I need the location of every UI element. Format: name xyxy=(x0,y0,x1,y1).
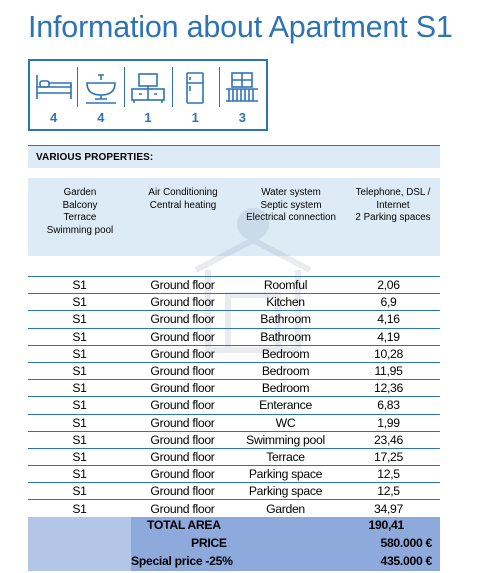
floor-cell: Ground floor xyxy=(131,277,234,294)
room-cell: Bedroom xyxy=(234,380,337,397)
room-cell: Bedroom xyxy=(234,362,337,379)
table-row xyxy=(28,277,440,294)
area-cell: 12,5 xyxy=(337,466,440,483)
amenity-count: 1 xyxy=(191,110,199,125)
floor-cell: Ground floor xyxy=(131,414,234,431)
apartment-cell: S1 xyxy=(28,466,131,483)
apartment-cell: S1 xyxy=(28,328,131,345)
page-title: Information about Apartment S1 xyxy=(28,10,453,44)
refrigerator-icon xyxy=(175,71,215,105)
table-row xyxy=(28,483,440,500)
table-row xyxy=(28,345,440,362)
amenity-balconies xyxy=(219,61,266,129)
apartment-cell: S1 xyxy=(28,362,131,379)
table-row xyxy=(28,414,440,431)
floor-cell: Ground floor xyxy=(131,397,234,414)
apartment-cell: S1 xyxy=(28,397,131,414)
room-cell: Swimming pool xyxy=(234,431,337,448)
floor-cell: Ground floor xyxy=(131,311,234,328)
properties-divider xyxy=(28,168,440,178)
area-cell: 11,95 xyxy=(337,362,440,379)
apartment-cell: S1 xyxy=(28,448,131,465)
price-label: PRICE xyxy=(191,536,227,550)
table-row xyxy=(28,397,440,414)
amenity-count: 3 xyxy=(238,110,247,125)
floor-cell: Ground floor xyxy=(131,345,234,362)
amenity-living xyxy=(124,61,171,129)
bed-icon xyxy=(34,71,74,105)
area-cell: 4,16 xyxy=(337,311,440,328)
property-item: Electrical connection xyxy=(246,212,336,224)
property-item: Internet xyxy=(376,199,410,211)
amenity-kitchen xyxy=(172,61,219,129)
room-cell: Garden xyxy=(234,500,337,517)
apartment-cell: S1 xyxy=(28,380,131,397)
apartment-cell: S1 xyxy=(28,483,131,500)
floor-cell: Ground floor xyxy=(131,500,234,517)
property-item: Septic system xyxy=(260,199,322,211)
room-cell: Roomful xyxy=(234,277,337,294)
room-cell: Bathroom xyxy=(234,328,337,345)
special-price-value: 435.000 € xyxy=(380,554,432,568)
area-cell: 34,97 xyxy=(337,500,440,517)
apartment-cell: S1 xyxy=(28,500,131,517)
area-cell: 4,19 xyxy=(337,328,440,345)
apartment-cell: S1 xyxy=(28,431,131,448)
summary-panel xyxy=(28,517,440,571)
amenities-panel xyxy=(28,59,268,131)
table-row xyxy=(28,500,440,517)
properties-column-outdoor xyxy=(46,187,114,237)
property-item: 2 Parking spaces xyxy=(355,212,431,224)
table-row xyxy=(28,328,440,345)
total-area-row xyxy=(131,517,440,535)
floor-cell: Ground floor xyxy=(131,362,234,379)
apartment-cell: S1 xyxy=(28,294,131,311)
room-cell: Bedroom xyxy=(234,345,337,362)
floor-cell: Ground floor xyxy=(131,431,234,448)
rooms-table xyxy=(28,276,440,518)
total-area-label: TOTAL AREA xyxy=(147,518,221,532)
amenity-count: 4 xyxy=(97,110,105,125)
area-cell: 23,46 xyxy=(337,431,440,448)
properties-heading: VARIOUS PROPERTIES: xyxy=(36,152,154,163)
amenity-count: 1 xyxy=(144,110,152,125)
area-cell: 6,83 xyxy=(337,397,440,414)
table-row xyxy=(28,466,440,483)
area-cell: 10,28 xyxy=(337,345,440,362)
property-item: Balcony xyxy=(62,199,98,211)
floor-cell: Ground floor xyxy=(131,380,234,397)
area-cell: 1,99 xyxy=(337,414,440,431)
special-price-label: Special price -25% xyxy=(131,554,233,568)
table-row xyxy=(28,294,440,311)
floor-cell: Ground floor xyxy=(131,294,234,311)
balcony-icon xyxy=(222,71,262,105)
room-cell: Enterance xyxy=(234,397,337,414)
floor-cell: Ground floor xyxy=(131,448,234,465)
area-cell: 2,06 xyxy=(337,277,440,294)
apartment-cell: S1 xyxy=(28,311,131,328)
apartment-cell: S1 xyxy=(28,277,131,294)
area-cell: 12,36 xyxy=(337,380,440,397)
property-item: Swimming pool xyxy=(46,224,114,236)
total-area-value: 190,41 xyxy=(368,518,404,532)
property-item: Telephone, DSL / xyxy=(355,187,431,198)
floor-cell: Ground floor xyxy=(131,466,234,483)
area-cell: 17,25 xyxy=(337,448,440,465)
property-item: Central heating xyxy=(149,199,217,211)
amenity-beds xyxy=(30,61,77,129)
tv-stand-icon xyxy=(128,71,168,105)
table-row xyxy=(28,311,440,328)
table-row xyxy=(28,380,440,397)
rooms-table-body xyxy=(28,277,440,518)
floor-cell: Ground floor xyxy=(131,483,234,500)
property-item: Air Conditioning xyxy=(148,187,218,198)
property-item: Terrace xyxy=(63,212,97,224)
table-row xyxy=(28,448,440,465)
room-cell: Bathroom xyxy=(234,311,337,328)
amenity-count: 4 xyxy=(49,110,58,125)
properties-column-connectivity xyxy=(348,187,438,225)
room-cell: WC xyxy=(234,414,337,431)
room-cell: Parking space xyxy=(234,466,337,483)
bathroom-sink-icon xyxy=(81,71,121,105)
property-item: Water system xyxy=(261,187,321,198)
room-cell: Kitchen xyxy=(234,294,337,311)
special-price-row xyxy=(131,553,440,571)
summary-left-block xyxy=(28,517,131,571)
property-item: Garden xyxy=(63,187,97,198)
apartment-cell: S1 xyxy=(28,345,131,362)
price-value: 580.000 € xyxy=(380,536,432,550)
area-cell: 6,9 xyxy=(337,294,440,311)
amenity-bathrooms xyxy=(77,61,124,129)
area-cell: 12,5 xyxy=(337,483,440,500)
table-row xyxy=(28,362,440,379)
room-cell: Parking space xyxy=(234,483,337,500)
price-row xyxy=(131,535,440,553)
apartment-cell: S1 xyxy=(28,414,131,431)
floor-cell: Ground floor xyxy=(131,328,234,345)
table-row xyxy=(28,431,440,448)
room-cell: Terrace xyxy=(234,448,337,465)
